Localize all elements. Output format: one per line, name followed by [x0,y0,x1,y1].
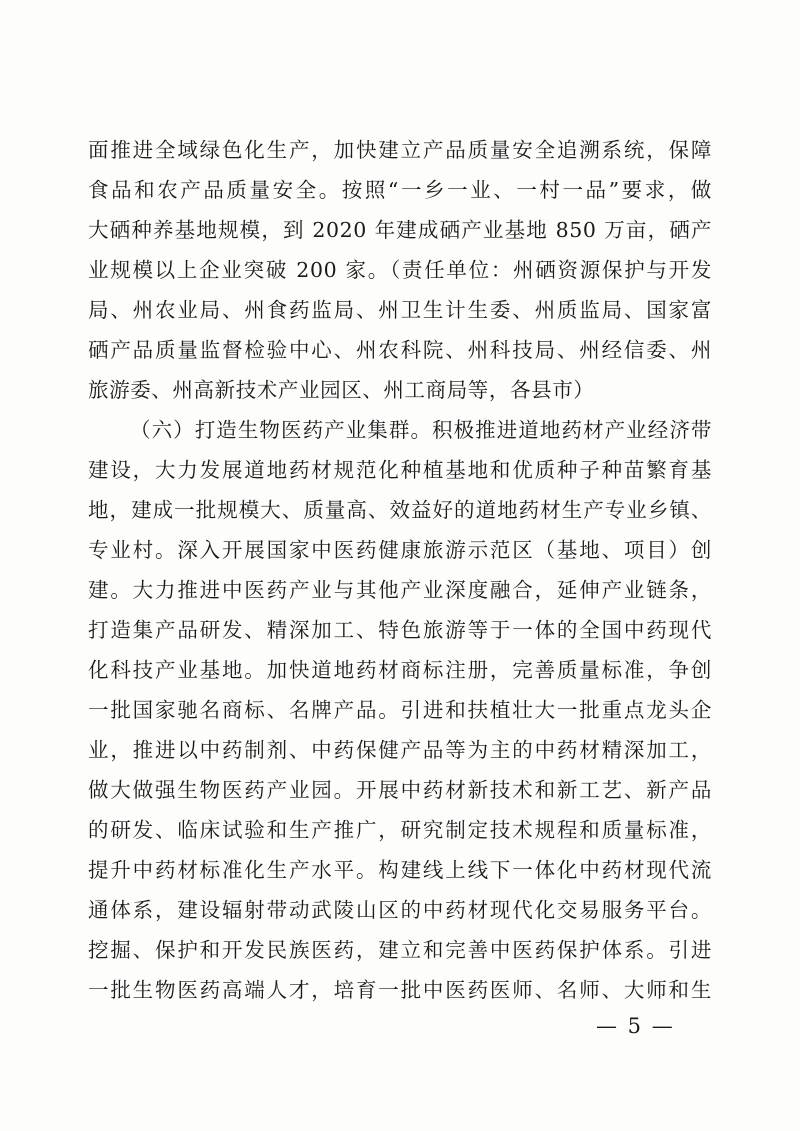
page-number: — 5 — [596,1014,675,1038]
text-line: 打造集产品研发、精深加工、特色旅游等于一体的全国中药现代 [88,618,712,642]
text-line: 面推进全域绿色化生产，加快建立产品质量安全追溯系统，保障 [88,138,712,162]
text-line: 建。大力推进中医药产业与其他产业深度融合，延伸产业链条， [88,578,712,602]
document-body [88,130,712,1010]
text-line: 一批国家驰名商标、名牌产品。引进和扶植壮大一批重点龙头企 [88,698,712,722]
text-line: 提升中药材标准化生产水平。构建线上线下一体化中药材现代流 [88,858,712,882]
text-line: 大硒种养基地规模，到 2020 年建成硒产业基地 850 万亩，硒产 [88,218,712,242]
text-line: 地，建成一批规模大、质量高、效益好的道地药材生产专业乡镇、 [88,498,712,522]
text-line: 业规模以上企业突破 200 家。（责任单位：州硒资源保护与开发 [88,258,712,282]
text-line: 食品和农产品质量安全。按照“一乡一业、一村一品”要求，做 [88,178,712,202]
text-line: 化科技产业基地。加快道地药材商标注册，完善质量标准，争创 [88,658,712,682]
text-line: 做大做强生物医药产业园。开展中药材新技术和新工艺、新产品 [88,778,712,802]
text-line: 硒产品质量监督检验中心、州农科院、州科技局、州经信委、州 [88,338,712,362]
text-line: 一批生物医药高端人才，培育一批中医药医师、名师、大师和生 [88,978,712,1002]
section-heading-line: （六）打造生物医药产业集群。积极推进道地药材产业经济带 [130,418,712,442]
text-line: 挖掘、保护和开发民族医药，建立和完善中医药保护体系。引进 [88,938,712,962]
text-line: 建设，大力发展道地药材规范化种植基地和优质种子种苗繁育基 [88,458,712,482]
text-line: 的研发、临床试验和生产推广，研究制定技术规程和质量标准， [88,818,712,842]
text-line: 局、州农业局、州食药监局、州卫生计生委、州质监局、国家富 [88,298,712,322]
text-line: 旅游委、州高新技术产业园区、州工商局等，各县市） [88,378,595,402]
text-line: 通体系，建设辐射带动武陵山区的中药材现代化交易服务平台。 [88,898,712,922]
text-line: 业，推进以中药制剂、中药保健产品等为主的中药材精深加工， [88,738,712,762]
text-line: 专业村。深入开展国家中医药健康旅游示范区（基地、项目）创 [88,538,712,562]
